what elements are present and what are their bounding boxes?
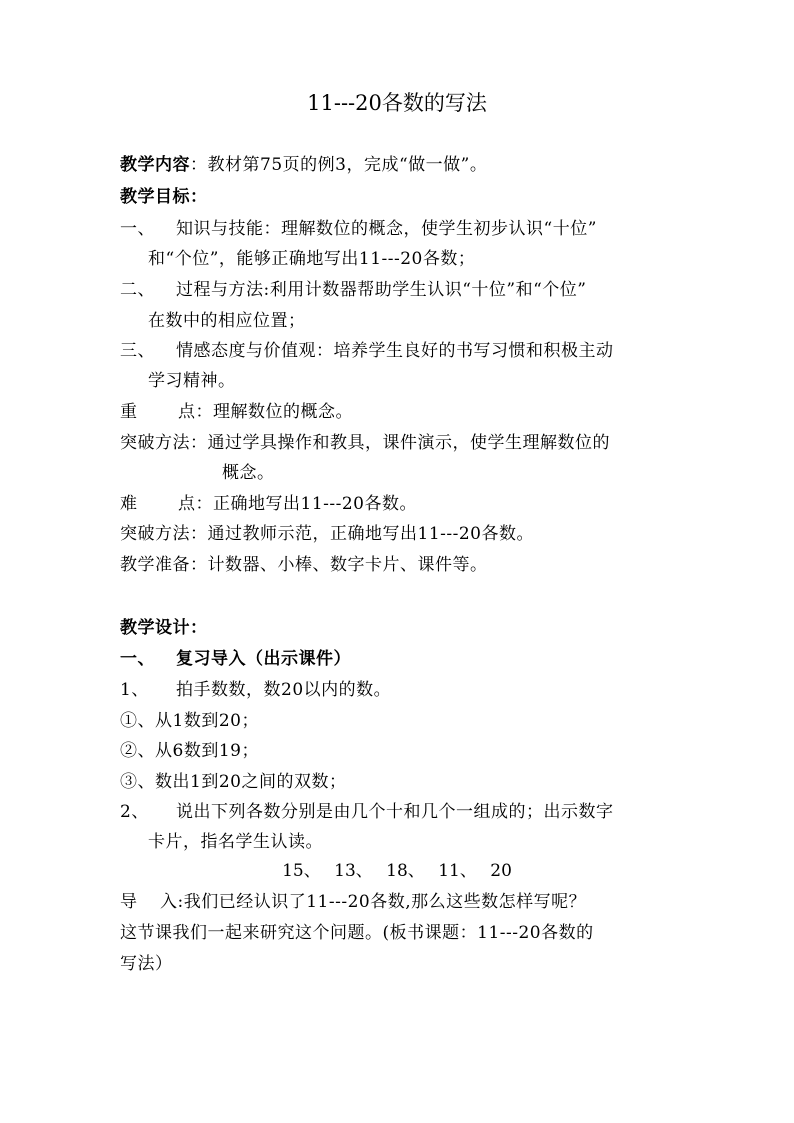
intro-label-b: 入:: [160, 892, 184, 912]
number-card: 20: [490, 861, 512, 881]
intro-text-1: 我们已经认识了11---20各数,那么这些数怎样写呢？: [183, 892, 587, 912]
difficulty-line: [120, 489, 417, 519]
item-2-line2: 卡片，指名学生认读。: [148, 832, 323, 852]
key-point-label-a: 重: [120, 402, 138, 422]
breakthrough-1-text: 通过学具操作和教具，课件演示，使学生理解数位的: [207, 433, 610, 453]
intro-line2: 这节课我们一起来研究这个问题。(板书课题：11---20各数的: [120, 923, 594, 943]
breakthrough-1-line2: 概念。: [222, 463, 275, 483]
goal-3-line1: [120, 336, 614, 366]
preparation-text: 计数器、小棒、数字卡片、课件等。: [207, 555, 488, 575]
breakthrough-1-label: 突破方法：: [120, 433, 208, 453]
difficulty-label-b: 点：: [178, 494, 213, 514]
teaching-content-text: ：教材第75页的例3，完成“做一做”。: [190, 155, 488, 175]
intro-line1: [120, 887, 586, 917]
goal-2-line2: 在数中的相应位置；: [148, 311, 306, 331]
key-point-text: 理解数位的概念。: [213, 402, 353, 422]
goal-1-line2: 和“个位”，能够正确地写出11---20各数；: [148, 249, 476, 269]
preparation-line: [120, 550, 488, 580]
number-card: 18、: [386, 861, 425, 881]
breakthrough-2-text: 通过教师示范，正确地写出11---20各数。: [207, 524, 534, 544]
teaching-goals-label: 教学目标：: [120, 187, 208, 207]
section-1-marker: 一、: [120, 649, 155, 669]
item-1-text: 拍手数数，数20以内的数。: [176, 680, 392, 700]
item-2-line1: [120, 797, 614, 827]
page-title: 11---20各数的写法: [307, 91, 487, 115]
goal-3-line2: 学习精神。: [148, 371, 236, 391]
teaching-content-label: 教学内容: [120, 155, 190, 175]
breakthrough-2-line: [120, 519, 534, 549]
goal-3-marker: 三、: [120, 341, 155, 361]
preparation-label: 教学准备：: [120, 555, 208, 575]
sub-item-1: ①、从1数到20；: [120, 711, 259, 731]
number-card: 15、: [282, 861, 321, 881]
item-1-marker: 1、: [120, 680, 149, 700]
design-label: 教学设计：: [120, 618, 208, 638]
section-1-heading: [120, 644, 351, 674]
goal-1-line1: [120, 214, 597, 244]
sub-item-3: ③、数出1到20之间的双数；: [120, 772, 347, 792]
teaching-content-line: [120, 150, 487, 180]
sub-item-2: ②、从6数到19；: [120, 741, 259, 761]
goal-1-text: 知识与技能：理解数位的概念，使学生初步认识“十位”: [176, 219, 597, 239]
goal-1-marker: 一、: [120, 219, 155, 239]
difficulty-label-a: 难: [120, 494, 138, 514]
intro-line3: 写法）: [120, 954, 173, 974]
item-2-marker: 2、: [120, 802, 149, 822]
key-point-line: [120, 397, 353, 427]
number-card: 11、: [438, 861, 477, 881]
item-2-text: 说出下列各数分别是由几个十和几个一组成的；出示数字: [176, 802, 614, 822]
breakthrough-1-line1: [120, 428, 610, 458]
item-1-line: [120, 675, 391, 705]
goal-2-text: 过程与方法:利用计数器帮助学生认识“十位”和“个位”: [176, 280, 587, 300]
goal-2-marker: 二、: [120, 280, 155, 300]
key-point-label-b: 点：: [178, 402, 213, 422]
goal-3-text: 情感态度与价值观：培养学生良好的书写习惯和积极主动: [176, 341, 614, 361]
breakthrough-2-label: 突破方法：: [120, 524, 208, 544]
goal-2-line1: [120, 275, 587, 305]
section-1-text: 复习导入（出示课件）: [176, 649, 351, 669]
difficulty-text: 正确地写出11---20各数。: [213, 494, 417, 514]
intro-label-a: 导: [120, 892, 138, 912]
number-card: 13、: [334, 861, 373, 881]
number-cards: [0, 856, 794, 886]
